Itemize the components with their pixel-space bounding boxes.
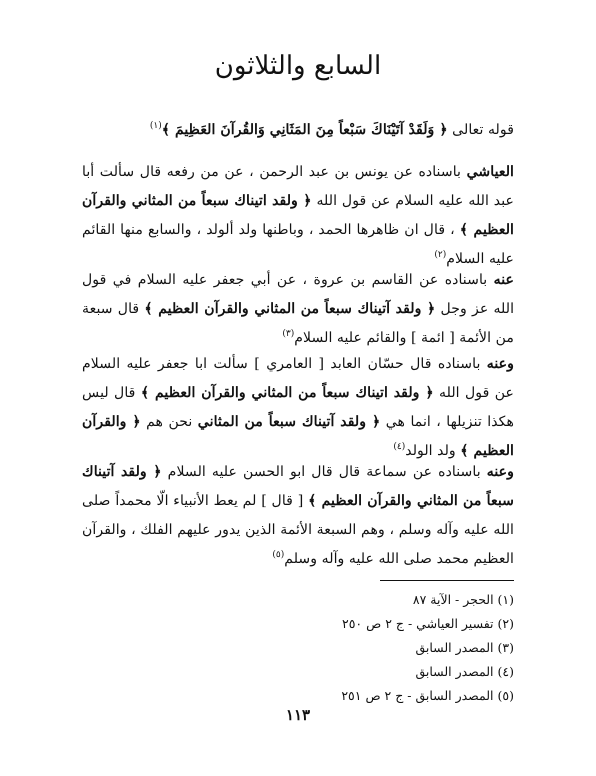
footnote-item: (٣) المصدر السابق — [415, 640, 514, 655]
quoted-verse: ﴿ ولقد آتيناك سبعاً من المثاني — [197, 414, 381, 430]
paragraph-lead: وعنه — [486, 464, 514, 480]
footnote-item: (٢) تفسير العياشي - ج ٢ ص ٢٥٠ — [342, 616, 514, 631]
verse-intro: قوله تعالى — [452, 122, 514, 138]
paragraph-text: نحن هم — [146, 414, 193, 430]
footnote-marker: (٤) — [393, 442, 406, 452]
paragraph-3 — [82, 350, 514, 466]
footnote-item: (٤) المصدر السابق — [415, 664, 514, 679]
quoted-verse: ﴿ ولقد آتيناك سبعاً من المثاني والقرآن العظيم ﴾ — [82, 464, 514, 509]
footnote-item: (١) الحجر - الآية ٨٧ — [412, 592, 514, 607]
paragraph-2 — [82, 266, 514, 353]
paragraph-text: باسناده قال حسّان العابد [ العامري ] سألت ابا جعفر عليه السلام عن قول الله — [82, 356, 514, 401]
quoted-verse: ﴿ والقرآن العظيم ﴾ — [82, 414, 514, 459]
footnote-marker: (٢) — [434, 250, 447, 260]
paragraph-lead: وعنه — [486, 356, 514, 372]
paragraph-text: [ قال ] لم يعط الأنبياء الّا محمداً صلى الله عليه وآله وسلم ، وهم السبعة الأئمة الذين يدور عليهم الفلك ، والقرآن العظيم محمد صلى الله عليه وآله وسلم — [82, 493, 514, 567]
quoted-verse: ﴿ ولقد اتيناك سبعاً من المثاني والقرآن العظيم ﴾ — [140, 385, 434, 401]
paragraph-text: قال ليس هكذا تنزيلها ، انما هي — [82, 385, 514, 430]
footnotes-list — [214, 588, 514, 708]
paragraph-text: باسناده عن سماعة قال قال ابو الحسن عليه السلام — [167, 464, 481, 480]
footnote-marker: (٣) — [282, 329, 295, 339]
quoted-verse: ﴿ ولقد آتيناك سبعاً من المثاني والقرآن العظيم ﴾ — [144, 301, 436, 317]
paragraph-lead: العياشي — [466, 164, 514, 180]
footnote-divider — [380, 580, 514, 581]
paragraph-4 — [82, 458, 514, 574]
footnote-marker: (٥) — [272, 550, 285, 560]
paragraph-text: ولد الولد — [405, 443, 456, 459]
footnote-marker: (١) — [149, 121, 162, 131]
footnote-item: (٥) المصدر السابق - ج ٢ ص ٢٥١ — [341, 688, 514, 703]
verse-line — [82, 116, 514, 145]
quranic-verse: ﴿ وَلَقَدْ آتَيْنَاكَ سَبْعاً مِنَ المَثَانِي وَالقُرآنَ العَظِيمَ ﴾ — [161, 122, 448, 138]
paragraph-text: ، قال ان ظاهرها الحمد ، وباطنها ولد ألولد ، والسابع منها القائم عليه السلام — [82, 222, 514, 267]
paragraph-lead: عنه — [493, 272, 514, 288]
paragraph-1 — [82, 158, 514, 274]
quoted-verse: ﴿ ولقد اتيناك سبعاً من المثاني والقرآن العظيم ﴾ — [82, 193, 514, 238]
chapter-title: السابع والثلاثون — [214, 51, 382, 81]
page-number: ١١٣ — [285, 706, 311, 724]
paragraph-text: قال سبعة من الأئمة [ ائمة ] والقائم عليه السلام — [82, 301, 514, 346]
paragraph-text: باسناده عن يونس بن عبد الرحمن ، عن من رفعه قال سألت أبا عبد الله عليه السلام عن قول الله — [82, 164, 514, 209]
paragraph-text: باسناده عن القاسم بن عروة ، عن أبي جعفر عليه السلام في قول الله عز وجل — [82, 272, 515, 317]
